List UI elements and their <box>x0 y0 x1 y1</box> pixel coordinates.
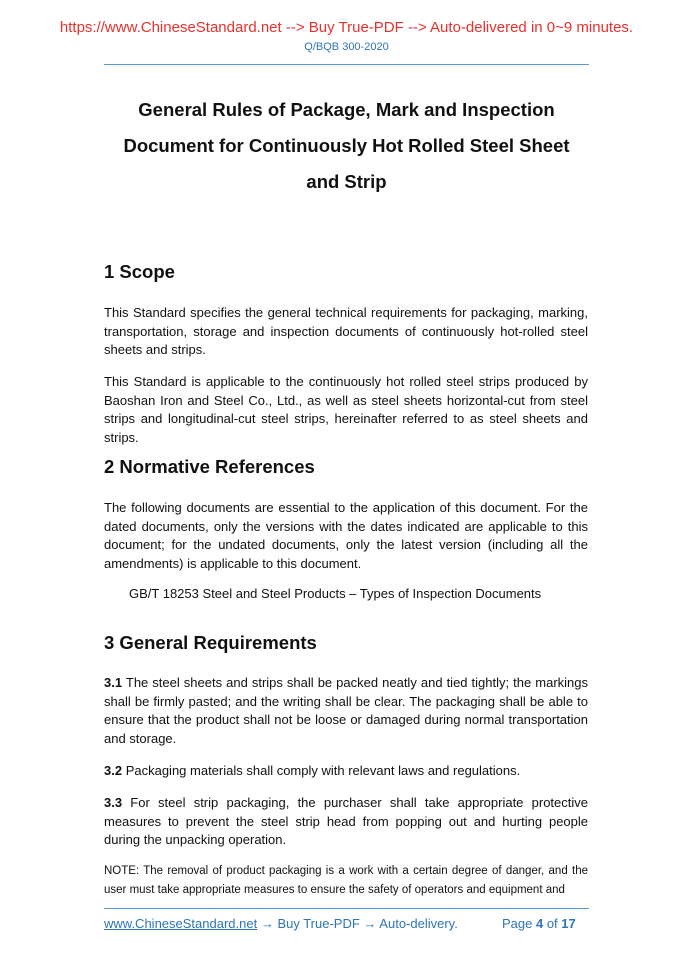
header-divider <box>104 64 589 65</box>
document-title <box>80 92 613 200</box>
of-label: of <box>543 916 562 931</box>
note-paragraph: NOTE: The removal of product packaging is a work with a certain degree of danger, and the user must take appropriate measures to ensure the safety of operators and equipment and <box>104 865 588 896</box>
arrow-icon: → <box>260 916 274 931</box>
page-indicator <box>502 916 576 931</box>
clause-text: For steel strip packaging, the purchaser shall take appropriate protective measures to prevent the steel strip head from popping out and hurting people during the unpacking operation. <box>104 795 588 847</box>
page-number: 4 <box>535 916 544 931</box>
section-heading-scope: 1 Scope <box>104 261 175 282</box>
title-line-1: General Rules of Package, Mark and Inspection <box>138 99 555 120</box>
arrow-icon: → <box>363 916 377 931</box>
normative-reference-item: GB/T 18253 Steel and Steel Products – Types of Inspection Documents <box>129 586 542 601</box>
scope-paragraph-2: This Standard is applicable to the continuously hot rolled steel strips produced by Baoshan Iron and Steel Co., Ltd., as well as steel sheets horizontal-cut from steel strips and longitudinal-cut steel strips, hereinafter referred to as steel sheets and strips. <box>104 374 588 445</box>
title-line-3: and Strip <box>306 171 387 192</box>
top-banner-link[interactable]: https://www.ChineseStandard.net --> Buy True-PDF --> Auto-delivered in 0~9 minutes. <box>59 19 634 36</box>
page-label: Page <box>502 916 536 931</box>
section-heading-general-requirements: 3 General Requirements <box>104 632 317 653</box>
scope-paragraph-1: This Standard specifies the general technical requirements for packaging, marking, transportation, storage and inspection documents of continuously hot-rolled steel sheets and strips. <box>104 305 588 357</box>
clause-3-2 <box>104 762 588 781</box>
footer-site-link[interactable]: www.ChineseStandard.net <box>104 916 258 931</box>
document-code: Q/BQB 300-2020 <box>304 41 389 53</box>
section-heading-normative-references: 2 Normative References <box>104 456 315 477</box>
clause-number: 3.3 <box>104 795 123 810</box>
clause-text: The steel sheets and strips shall be packed neatly and tied tightly; the markings shall be firmly pasted; and the writing shall be clear. The packaging shall be able to ensure that the product shall not be loose or damaged during normal transportation and storage. <box>104 675 588 746</box>
title-line-2: Document for Continuously Hot Rolled Steel Sheet <box>123 135 570 156</box>
footer-auto-text: Auto-delivery. <box>376 916 458 931</box>
footer-links <box>104 916 458 931</box>
clause-number: 3.1 <box>104 675 123 690</box>
footer-buy-text: Buy True-PDF <box>273 916 364 931</box>
clause-3-3 <box>104 794 588 850</box>
clause-number: 3.2 <box>104 763 123 778</box>
page-total: 17 <box>561 916 576 931</box>
footer-divider <box>104 908 589 909</box>
clause-3-1 <box>104 674 588 748</box>
normative-paragraph: The following documents are essential to the application of this document. For the dated documents, only the versions with the dates indicated are applicable to this document; for the undated documents, only the latest version (including all the amendments) is applicable to this document. <box>104 500 588 571</box>
clause-text: Packaging materials shall comply with relevant laws and regulations. <box>122 763 521 778</box>
